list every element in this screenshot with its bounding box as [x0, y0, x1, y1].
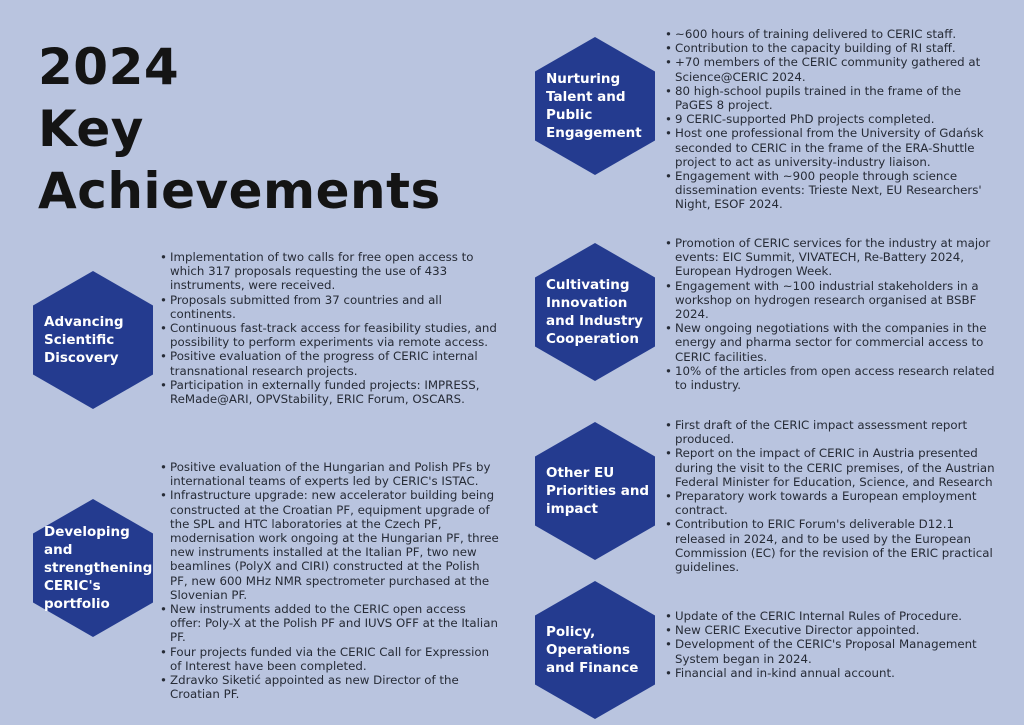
list-item: • Financial and in-kind annual account. [665, 666, 1000, 680]
bullet-list [665, 27, 1000, 212]
list-item: • Report on the impact of CERIC in Austria presented during the visit to the CERIC premises, of the Austrian Federal Minister for Education, Science, and Research [665, 446, 1000, 489]
list-item: • Host one professional from the University of Gdańsk seconded to CERIC in the frame of the ERA-Shuttle project to act as university-industry liaison. [665, 126, 1000, 169]
bullet-list [665, 609, 1000, 680]
list-item: • New CERIC Executive Director appointed. [665, 623, 1000, 637]
title-line-key: Key [38, 100, 144, 158]
list-item: • Preparatory work towards a European employment contract. [665, 489, 1000, 517]
title-line-achievements: Achievements [38, 162, 441, 220]
list-item: • +70 members of the CERIC community gathered at Science@CERIC 2024. [665, 55, 1000, 83]
section-label: Advancing Scientific Discovery [44, 314, 124, 366]
hexagon-badge [535, 243, 655, 381]
list-item: • Engagement with ~900 people through science dissemination events: Trieste Next, EU Researchers' Night, ESOF 2024. [665, 169, 1000, 212]
bullet-list [160, 460, 500, 701]
list-item: • New ongoing negotiations with the companies in the energy and pharma sector for commercial access to CERIC facilities. [665, 321, 1000, 364]
hexagon-badge [33, 499, 153, 637]
list-item: • 10% of the articles from open access research related to industry. [665, 364, 1000, 392]
section-label: Other EU Priorities and impact [546, 465, 650, 517]
hexagon-badge [535, 422, 655, 560]
list-item: • Development of the CERIC's Proposal Management System began in 2024. [665, 637, 1000, 665]
list-item: • New instruments added to the CERIC open access offer: Poly-X at the Polish PF and IUVS OFF at the Italian PF. [160, 602, 500, 645]
list-item: • Zdravko Siketić appointed as new Director of the Croatian PF. [160, 673, 500, 701]
list-item: • Positive evaluation of the progress of CERIC internal transnational research projects. [160, 349, 500, 377]
list-item: • Proposals submitted from 37 countries and all continents. [160, 293, 500, 321]
list-item: • Continuous fast-track access for feasibility studies, and possibility to perform experiments via remote access. [160, 321, 500, 349]
list-item: • Infrastructure upgrade: new accelerator building being constructed at the Croatian PF, equipment upgrade of the SPL and HTC laboratories at the Czech PF, modernisation work ongoing at the Hungarian PF, three new instruments installed at the Italian PF, two new beamlines (PolyX and CIRI) constructed at the Polish PF, new 600 MHz NMR spectrometer purchased at the Slovenian PF. [160, 488, 500, 602]
list-item: • Implementation of two calls for free open access to which 317 proposals requesting the use of 433 instruments, were received. [160, 250, 500, 293]
list-item: • Contribution to the capacity building of RI staff. [665, 41, 1000, 55]
list-item: • Four projects funded via the CERIC Call for Expression of Interest have been completed. [160, 645, 500, 673]
list-item: • Promotion of CERIC services for the industry at major events: EIC Summit, VIVATECH, Re-Battery 2024, European Hydrogen Week. [665, 236, 1000, 279]
list-item: • First draft of the CERIC impact assessment report produced. [665, 418, 1000, 446]
hexagon-badge [535, 581, 655, 719]
bullet-list [665, 236, 1000, 392]
list-item: • Participation in externally funded projects: IMPRESS, ReMade@ARI, OPVStability, ERIC Forum, OSCARS. [160, 378, 500, 406]
bullet-list [665, 418, 1000, 574]
list-item: • ~600 hours of training delivered to CERIC staff. [665, 27, 1000, 41]
hexagon-badge [33, 271, 153, 409]
page-title [38, 36, 441, 222]
hexagon-badge [535, 37, 655, 175]
title-line-year: 2024 [38, 38, 180, 96]
bullet-list [160, 250, 500, 406]
section-label: Nurturing Talent and Public Engagement [546, 71, 642, 141]
list-item: • Positive evaluation of the Hungarian and Polish PFs by international teams of experts led by CERIC's ISTAC. [160, 460, 500, 488]
section-label: Cultivating Innovation and Industry Cooperation [546, 277, 643, 347]
list-item: • Contribution to ERIC Forum's deliverable D12.1 released in 2024, and to be used by the European Commission (EC) for the revision of the ERIC practical guidelines. [665, 517, 1000, 574]
list-item: • 9 CERIC-supported PhD projects completed. [665, 112, 1000, 126]
section-label: Policy, Operations and Finance [546, 624, 639, 676]
list-item: • Update of the CERIC Internal Rules of Procedure. [665, 609, 1000, 623]
list-item: • Engagement with ~100 industrial stakeholders in a workshop on hydrogen research organised at BSBF 2024. [665, 279, 1000, 322]
section-label: Developing and strengthening CERIC's portfolio [44, 524, 153, 612]
list-item: • 80 high-school pupils trained in the frame of the PaGES 8 project. [665, 84, 1000, 112]
